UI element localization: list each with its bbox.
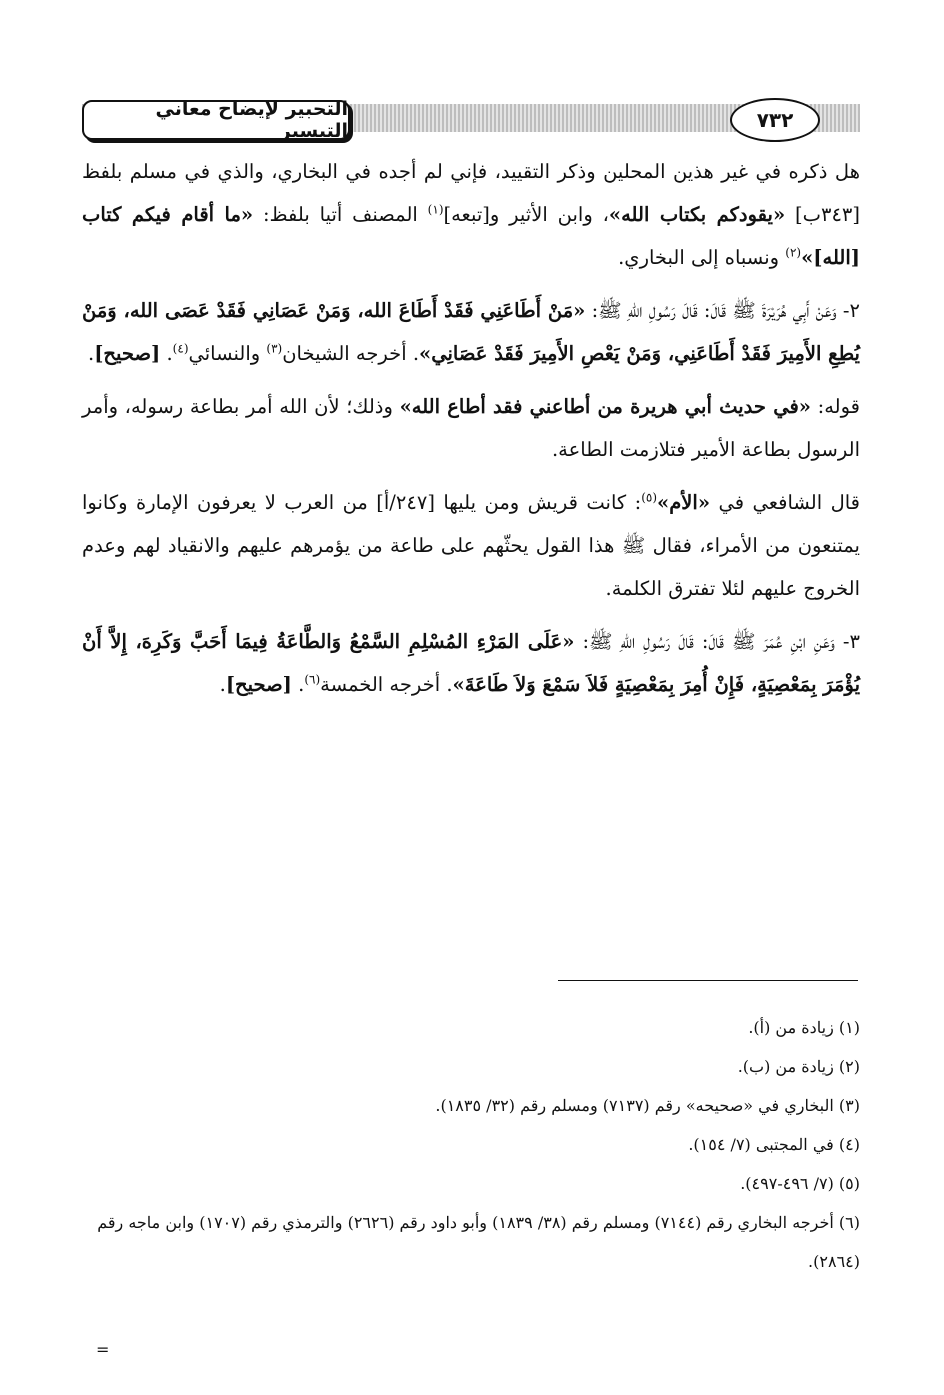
footnote-ref: (٣): [266, 341, 283, 356]
text: .: [291, 673, 305, 696]
text: . أخرجه الشيخان: [282, 342, 420, 365]
quote: «ما أقام فيكم كتاب [الله]»: [82, 203, 860, 269]
book-title: التحبير لإيضاح معاني التيسير: [82, 100, 350, 140]
text: .: [160, 342, 173, 365]
text: ، وابن الأثير و[تبعه]: [443, 203, 609, 226]
footnote-divider: [558, 980, 858, 981]
running-header: [82, 96, 860, 144]
footnote: (١) زيادة من (أ).: [748, 1018, 860, 1037]
hadith-text: «عَلَى المَرْءِ المُسْلِمِ السَّمْعُ وَالطَّاعَةُ فِيمَا أَحَبَّ وَكَرِهَ، إِلاَّ أَنْ يُؤْمَرَ بِمَعْصِيَةٍ، فَإِنْ أُمِرَ بِمَعْصِيَةٍ فَلاَ سَمْعَ وَلاَ طَاعَةَ»: [82, 630, 860, 696]
footnote: (٣) البخاري في «صحيحه» رقم (٧١٣٧) ومسلم رقم (٣٢/ ١٨٣٥).: [435, 1096, 860, 1115]
text: : كانت قريش ومن يليها [٢٤٧/أ] من العرب لا يعرفون الإمارة وكانوا يمتنعون من الأمراء، فقال ﷺ هذا القول يحثّهم على طاعة من يؤمرهم عليهم والانقياد لهم وعدم الخروج عليهم لئلا تفترق الكلمة.: [82, 491, 860, 600]
paragraph-2: [82, 289, 860, 375]
text: .: [219, 673, 226, 696]
quote: «يقودكم بكتاب الله»: [608, 203, 786, 226]
hadith-text: «مَنْ أَطَاعَنِي فَقَدْ أَطَاعَ الله، وَمَنْ عَصَانِي فَقَدْ عَصَى الله، وَمَنْ يُطِعِ الأَمِيرَ فَقَدْ أَطَاعَنِي، وَمَنْ يَعْصِ الأَمِيرَ فَقَدْ عَصَانِي»: [82, 299, 860, 365]
text: قوله:: [810, 395, 860, 418]
paragraph-1: [82, 150, 860, 279]
main-text: [82, 150, 860, 716]
footnote: (٥) (٧/ ٤٩٦-٤٩٧).: [740, 1174, 860, 1193]
text: ونسباه إلى البخاري.: [618, 246, 786, 269]
grade-label: [صحيح]: [225, 673, 292, 696]
footnote-ref: (٥): [641, 490, 658, 505]
footnote: (٦) أخرجه البخاري رقم (٧١٤٤) ومسلم رقم (٣٨/ ١٨٣٩) وأبو داود رقم (٢٦٢٦) والترمذي رقم (١٧٠٧) وابن ماجه رقم (٢٨٦٤).: [97, 1213, 860, 1271]
footnote-ref: (١): [427, 202, 444, 217]
quote: «الأم»: [657, 491, 711, 514]
footnotes: [82, 1008, 860, 1281]
footnote: (٤) في المجتبى (٧/ ١٥٤).: [688, 1135, 860, 1154]
footnote: (٢) زيادة من (ب).: [737, 1057, 860, 1076]
footnote-ref: (٤): [172, 341, 189, 356]
text: . أخرجه الخمسة: [320, 673, 453, 696]
text: هل ذكره في غير هذين المحلين وذكر التقييد، فإني لم أجده في البخاري، والذي في مسلم بلفظ [٣٤٣ب]: [82, 160, 860, 226]
paragraph-4: [82, 481, 860, 610]
text: قال الشافعي في: [710, 491, 860, 514]
text: المصنف أتيا بلفظ:: [253, 203, 428, 226]
text: ٣- وَعَنِ ابْنِ عُمَرَ ﷺ قَالَ: قَالَ رَسُولِ اللهِ ﷺ:: [574, 630, 860, 653]
grade-label: [صحيح]: [94, 342, 161, 365]
text: وذلك؛ لأن الله أمر بطاعة رسوله، وأمر الرسول بطاعة الأمير فتلازمت الطاعة.: [82, 395, 860, 461]
paragraph-3: [82, 385, 860, 471]
footnote-ref: (٦): [304, 672, 321, 687]
text: ٢- وَعَنْ أَبِي هُرَيْرَةَ ﷺ قَالَ: قَالَ رَسُولِ اللهِ ﷺ:: [585, 299, 860, 322]
footnote-ref: (٢): [785, 245, 802, 260]
text: .: [87, 342, 95, 365]
page-number: ٧٣٢: [730, 98, 820, 142]
paragraph-5: [82, 620, 860, 706]
margin-mark: =: [96, 1340, 110, 1359]
text: والنسائي: [188, 342, 267, 365]
quote: «في حديث أبي هريرة من أطاعني فقد أطاع الله»: [399, 395, 811, 418]
